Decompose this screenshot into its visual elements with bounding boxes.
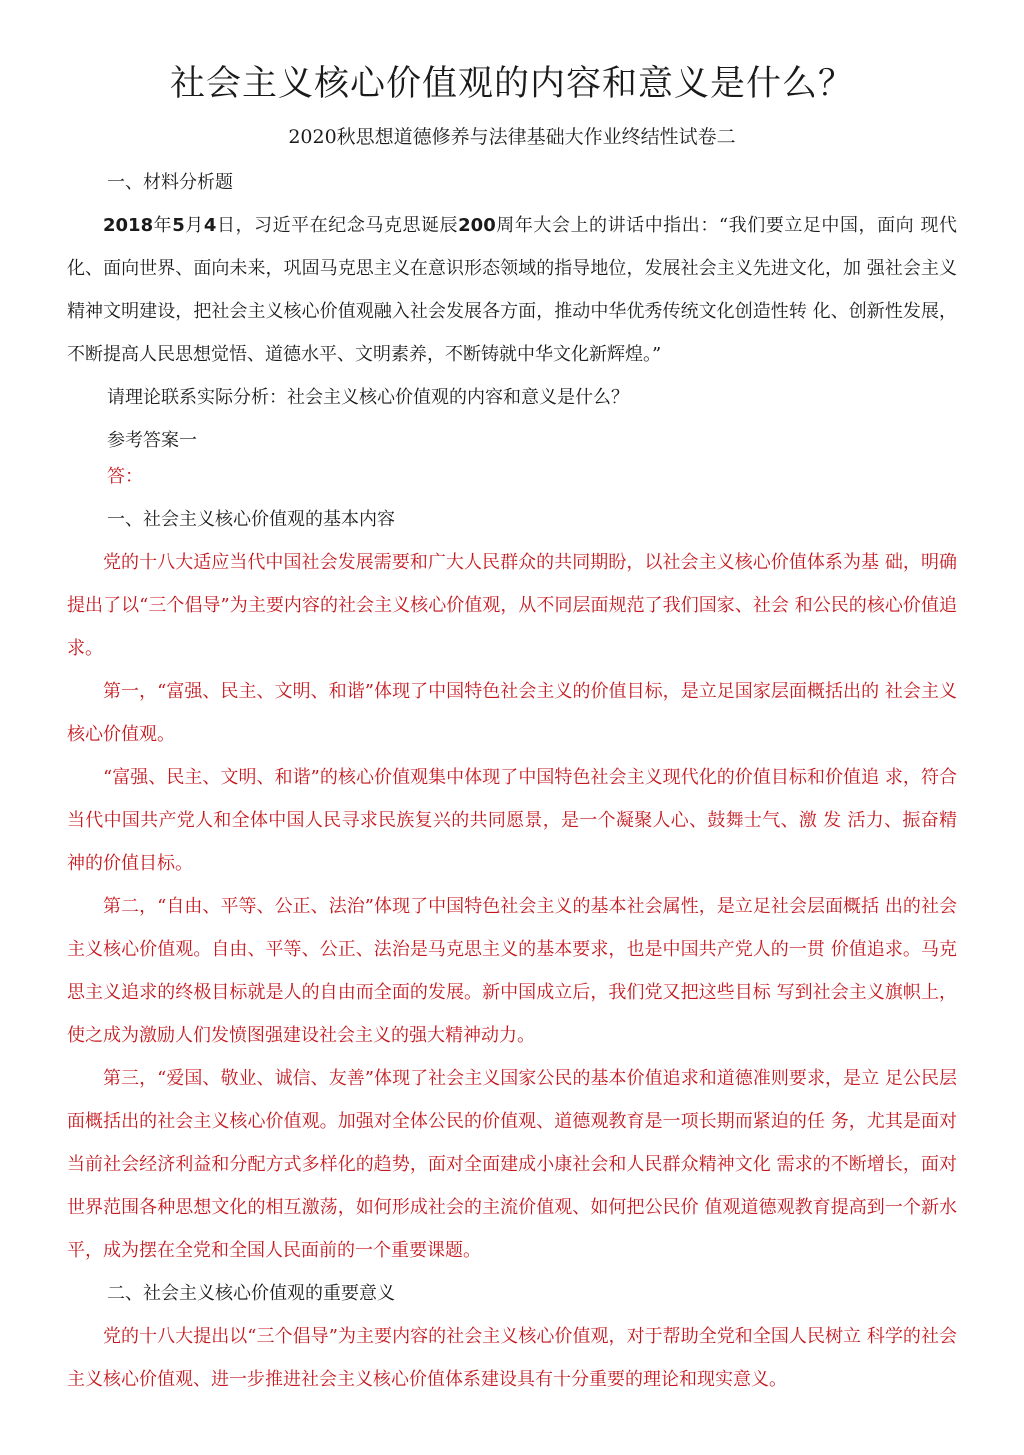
material-text: 日，习近平在纪念马克思诞辰 [216, 215, 459, 236]
answer-section [67, 455, 957, 1401]
answer-prefix: 答： [107, 466, 143, 487]
material-paragraph [67, 204, 957, 376]
material-year: 2018 [103, 215, 154, 236]
answer-paragraph-5: 第三，“爱国、敬业、诚信、友善”体现了社会主义国家公民的基本价值追求和道德准则要求，是立 足公民层面概括出的社会主义核心价值观。加强对全体公民的价值观、道德观教育是一项长期而紧迫的任 务，尤其是面对当前社会经济利益和分配方式多样化的趋势，面对全面建成小康社会和人民群众精神文化 需求的不断增长，面对世界范围各种思想文化的相互激荡，如何形成社会的主流价值观、如何把公民价 值观道德观教育提高到一个新水平，成为摆在全党和全国人民面前的一个重要课题。 [67, 1068, 957, 1261]
answer-paragraph-6: 党的十八大提出以“三个倡导”为主要内容的社会主义核心价值观，对于帮助全党和全国人民树立 科学的社会主义核心价值观、进一步推进社会主义核心价值体系建设具有十分重要的理论和现实意义。 [67, 1326, 957, 1390]
material-text: 年 [153, 215, 173, 236]
question-section [67, 161, 957, 462]
answer-paragraph-4: 第二，“自由、平等、公正、法治”体现了中国特色社会主义的基本社会属性，是立足社会层面概括 出的社会主义核心价值观。自由、平等、公正、法治是马克思主义的基本要求，也是中国共产党人的一贯 价值追求。马克思主义追求的终极目标就是人的自由而全面的发展。新中国成立后，我们党又把这些目标 写到社会主义旗帜上，使之成为激励人们发愤图强建设社会主义的强大精神动力。 [67, 896, 957, 1046]
section-heading: 一、材料分析题 [107, 172, 233, 193]
material-text: 周年大会上的讲话中指出：“我们要立足中国，面向 现代化、面向世界、面向未来，巩固马克思主义在意识形态领域的指导地位，发展社会主义先进文化，加 强社会主义精神文明建设，把社会主义核心价值观融入社会发展各方面，推动中华优秀传统文化创造性转 化、创新性发展，不断提高人民思想觉悟、道德水平、文明素养，不断铸就中华文化新辉煌。” [67, 215, 958, 365]
question-text: 请理论联系实际分析：社会主义核心价值观的内容和意义是什么？ [107, 387, 629, 408]
material-day: 4 [203, 215, 217, 236]
answer-paragraph-2: 第一，“富强、民主、文明、和谐”体现了中国特色社会主义的价值目标，是立足国家层面概括出的 社会主义核心价值观。 [67, 681, 957, 745]
heading-significance: 二、社会主义核心价值观的重要意义 [107, 1283, 395, 1304]
document-title: 社会主义核心价值观的内容和意义是什么？ [169, 64, 854, 104]
heading-basic-content: 一、社会主义核心价值观的基本内容 [107, 509, 395, 530]
answer-paragraph-3: “富强、民主、文明、和谐”的核心价值观集中体现了中国特色社会主义现代化的价值目标和价值追 求，符合当代中国共产党人和全体中国人民寻求民族复兴的共同愿景，是一个凝聚人心、鼓舞士气、激 发 活力、振奋精神的价值目标。 [67, 767, 957, 874]
document-subtitle: 2020秋思想道德修养与法律基础大作业终结性试卷二 [288, 126, 736, 148]
answer-paragraph-1: 党的十八大适应当代中国社会发展需要和广大人民群众的共同期盼，以社会主义核心价值体系为基 础，明确提出了以“三个倡导”为主要内容的社会主义核心价值观，从不同层面规范了我们国家、社会 和公民的核心价值追求。 [67, 552, 957, 659]
material-month: 5 [172, 215, 185, 236]
material-anniversary: 200 [458, 215, 496, 236]
answer-label: 参考答案一 [107, 430, 197, 451]
material-text: 月 [184, 215, 204, 236]
